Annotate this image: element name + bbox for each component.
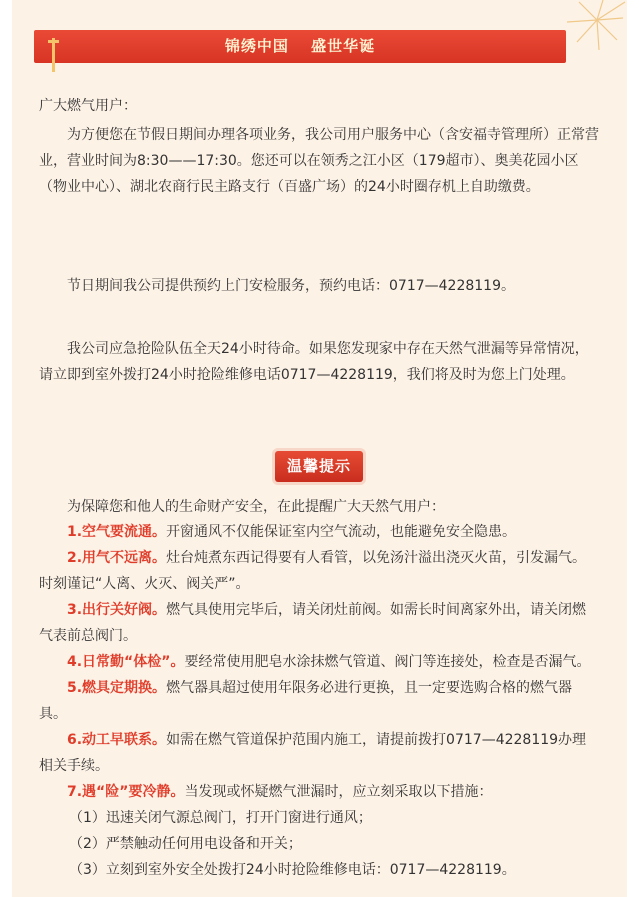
measure-item: （3）立刻到室外安全处拨打24小时抢险维修电话：0717—4228119。 bbox=[69, 862, 516, 878]
title-banner bbox=[34, 30, 566, 63]
measure-item: （1）迅速关闭气源总阀门，打开门窗进行通风； bbox=[69, 810, 372, 826]
tip-item bbox=[39, 519, 599, 545]
tip-text: 开窗通风不仅能保证室内空气流动，也能避免安全隐患。 bbox=[166, 524, 517, 540]
warm-tips-badge bbox=[275, 451, 363, 482]
tips-list bbox=[39, 519, 599, 883]
tip-item bbox=[39, 545, 599, 597]
tip-item bbox=[39, 597, 599, 649]
tip-text: 灶台炖煮东西记得要有人看管，以免汤汁溢出浇灭火苗，引发漏气。时刻谨记“人离、火灭、阀关严”。 bbox=[39, 550, 587, 592]
tip-item bbox=[39, 675, 599, 727]
tip-text: 燃气具使用完毕后，请关闭灶前阀。如需长时间离家外出，请关闭燃气表前总阀门。 bbox=[39, 602, 587, 644]
banner-title: 锦绣中国 盛世华诞 bbox=[224, 37, 376, 55]
tip-title: 7.遇“险”要冷静。 bbox=[67, 784, 185, 800]
tip-title: 3.出行关好阀。 bbox=[67, 602, 167, 618]
measure-item: （2）严禁触动任何用电设备和开关； bbox=[69, 836, 302, 852]
tip-item bbox=[39, 727, 599, 779]
tip-text: 当发现或怀疑燃气泄漏时，应立刻采取以下措施： bbox=[184, 784, 493, 800]
tip-text: 如需在燃气管道保护范围内施工，请提前拨打0717—4228119办理相关手续。 bbox=[39, 732, 587, 774]
tip-title: 2.用气不远离。 bbox=[67, 550, 167, 566]
paragraph-business-hours: 为方便您在节假日期间办理各项业务，我公司用户服务中心（含安福寺管理所）正常营业，营业时间为8:30——17:30。您还可以在领秀之江小区（179超市）、奥美花园小区（物业中心）、湖北农商行民主路支行（百盛广场）的24小时圈存机上自助缴费。 bbox=[39, 127, 599, 195]
tip-title: 1.空气要流通。 bbox=[67, 524, 167, 540]
warm-tips-label: 温馨提示 bbox=[286, 457, 351, 475]
tip-title: 5.燃具定期换。 bbox=[67, 680, 167, 696]
tip-text: 燃气器具超过使用年限务必进行更换，且一定要选购合格的燃气器具。 bbox=[39, 680, 573, 722]
tip-text: 要经常使用肥皂水涂抹燃气管道、阀门等连接处，检查是否漏气。 bbox=[184, 654, 591, 670]
tip-title: 6.动工早联系。 bbox=[67, 732, 167, 748]
paragraph-inspection-service: 节日期间我公司提供预约上门安检服务，预约电话：0717—4228119。 bbox=[67, 278, 515, 294]
tip-item bbox=[39, 649, 599, 675]
tips-intro: 为保障您和他人的生命财产安全，在此提醒广大天然气用户： bbox=[67, 499, 445, 515]
greeting: 广大燃气用户： bbox=[39, 98, 137, 114]
tip-item bbox=[39, 779, 599, 805]
tip-title: 4.日常勤“体检”。 bbox=[67, 654, 185, 670]
paragraph-emergency-repair: 我公司应急抢险队伍全天24小时待命。如果您发现家中存在天然气泄漏等异常情况，请立即到室外拨打24小时抢险维修电话0717—4228119，我们将及时为您上门处理。 bbox=[39, 341, 589, 383]
